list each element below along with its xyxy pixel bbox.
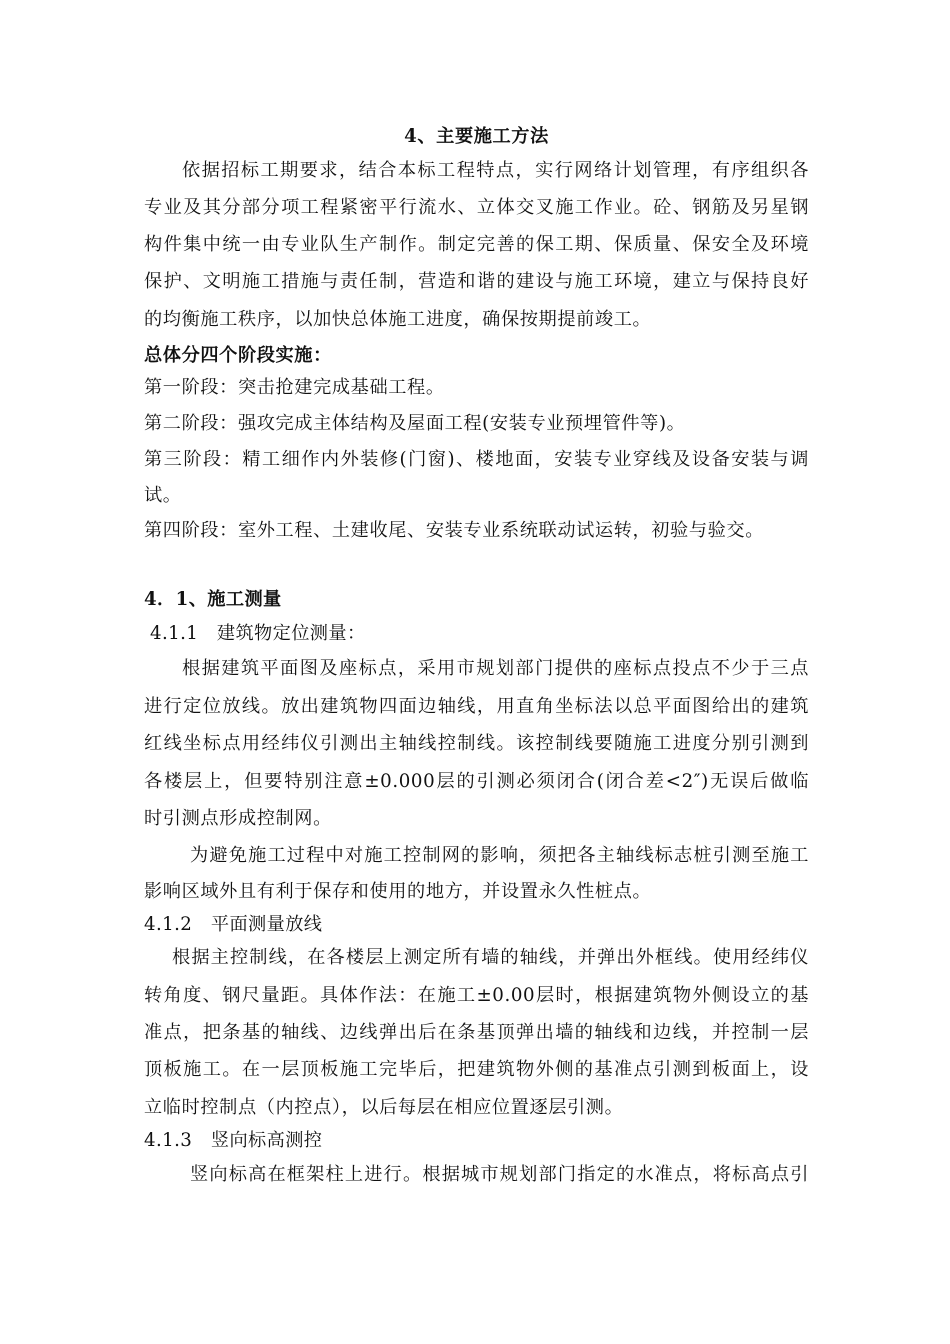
- section-4-1-heading: 4．1、施工测量: [144, 589, 282, 610]
- intro-line-5: 的均衡施工秩序，以加快总体施工进度，确保按期提前竣工。: [144, 309, 652, 330]
- phases-heading: 总体分四个阶段实施：: [144, 345, 332, 366]
- section-title: 4、主要施工方法: [404, 126, 549, 147]
- s412-p1-line-1: 根据主控制线，在各楼层上测定所有墙的轴线，并弹出外框线。使用经纬仪: [172, 947, 809, 968]
- phase-4: 第四阶段：室外工程、土建收尾、安装专业系统联动试运转，初验与验交。: [144, 520, 764, 541]
- s411-p1-line-2: 进行定位放线。放出建筑物四面边轴线，用直角坐标法以总平面图给出的建筑: [144, 696, 809, 717]
- intro-line-1: 依据招标工期要求，结合本标工程特点，实行网络计划管理，有序组织各: [182, 160, 809, 181]
- s411-p1-line-1: 根据建筑平面图及座标点，采用市规划部门提供的座标点投点不少于三点: [182, 658, 809, 679]
- phase-3-cont: 试。: [144, 485, 182, 506]
- section-4-1-2-heading: 4.1.2 平面测量放线: [144, 914, 323, 935]
- s413-p1-line-1: 竖向标高在框架柱上进行。根据城市规划部门指定的水准点，将标高点引: [190, 1164, 809, 1185]
- s411-p1-line-4: 各楼层上，但要特别注意±0.000层的引测必须闭合(闭合差<2″)无误后做临: [144, 771, 809, 792]
- section-4-1-3-heading: 4.1.3 竖向标高测控: [144, 1130, 323, 1151]
- s411-p2-line-1: 为避免施工过程中对施工控制网的影响，须把各主轴线标志桩引测至施工: [190, 845, 809, 866]
- phase-1: 第一阶段：突击抢建完成基础工程。: [144, 377, 445, 398]
- s411-p1-line-5: 时引测点形成控制网。: [144, 808, 332, 829]
- s412-p1-line-3: 准点，把条基的轴线、边线弹出后在条基顶弹出墙的轴线和边线，并控制一层: [144, 1022, 809, 1043]
- section-4-1-1-heading: 4.1.1 建筑物定位测量：: [150, 623, 366, 644]
- s412-p1-line-4: 顶板施工。在一层顶板施工完毕后，把建筑物外侧的基准点引测到板面上，设: [144, 1059, 809, 1080]
- phase-3: 第三阶段：精工细作内外装修(门窗)、楼地面，安装专业穿线及设备安装与调: [144, 449, 809, 470]
- intro-line-2: 专业及其分部分项工程紧密平行流水、立体交叉施工作业。砼、钢筋及另星钢: [144, 197, 809, 218]
- s412-p1-line-2: 转角度、钢尺量距。具体作法：在施工±0.00层时，根据建筑物外侧设立的基: [144, 985, 809, 1006]
- phase-2: 第二阶段：强攻完成主体结构及屋面工程(安装专业预埋管件等)。: [144, 413, 686, 434]
- intro-line-3: 构件集中统一由专业队生产制作。制定完善的保工期、保质量、保安全及环境: [144, 234, 809, 255]
- intro-line-4: 保护、文明施工措施与责任制，营造和谐的建设与施工环境，建立与保持良好: [144, 271, 809, 292]
- s411-p2-line-2: 影响区域外且有利于保存和使用的地方，并设置永久性桩点。: [144, 881, 652, 902]
- s412-p1-line-5: 立临时控制点（内控点），以后每层在相应位置逐层引测。: [144, 1097, 624, 1118]
- s411-p1-line-3: 红线坐标点用经纬仪引测出主轴线控制线。该控制线要随施工进度分别引测到: [144, 733, 809, 754]
